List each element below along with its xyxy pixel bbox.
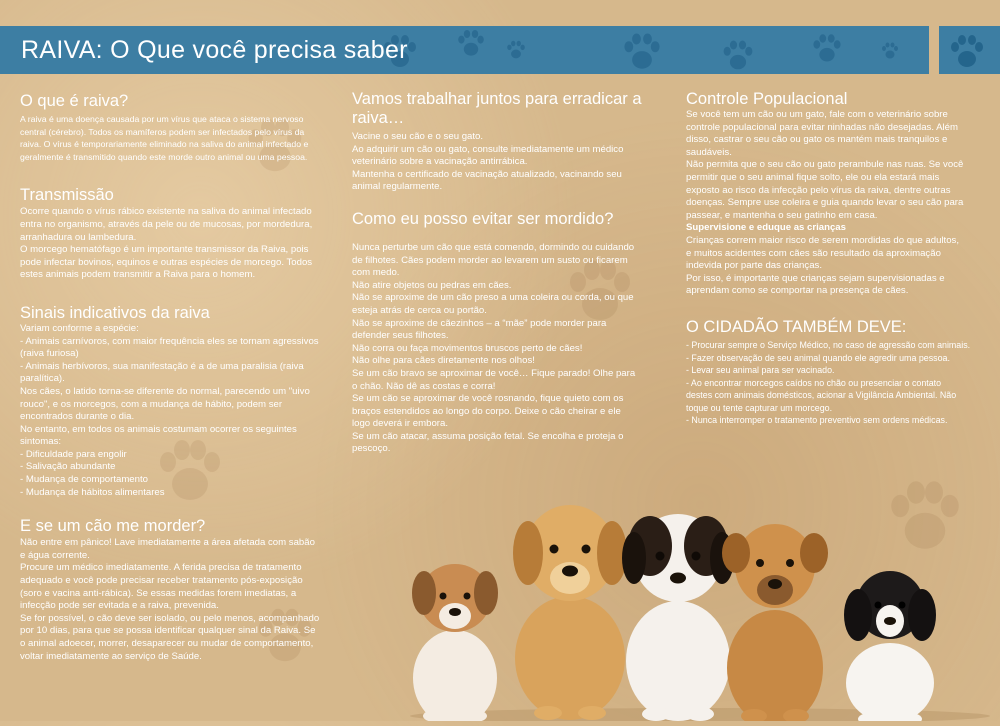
subheading-supervisione: Supervisione e eduque as crianças (686, 222, 846, 234)
section-heading-transmissao: Transmissão (20, 186, 114, 205)
section-body-o-que-e-raiva: A raiva é uma doença causada por um vírus que ataca o sistema nervoso central (cérebro). Todos os mamíferos podem ser infectados pelo vírus da raiva. O vírus é temporariamente eliminado na saliva do animal infectado e geralmente é transmitido quando este morde outro animal ou uma pessoa. (20, 114, 309, 162)
banner-end-block (939, 26, 1000, 74)
column-middle (352, 90, 652, 456)
section-heading-morder: E se um cão me morder? (20, 517, 206, 536)
puppy-5 (844, 571, 936, 721)
section-body-transmissao: Ocorre quando o vírus rábico existente na saliva do animal infectado entra no organismo, através da pele ou de mucosas, por mordedura, arranhadura ou lambedura. O morcego hematófago é um importante transmissor da Raiva, pois pode infectar bovinos, equinos e outras espécies de morcego. Todos estes animais podem transmitir a Raiva para o homem. (20, 206, 313, 281)
puppy-2 (513, 505, 627, 720)
section-body-evitar: Nunca perturbe um cão que está comendo, dormindo ou cuidando de filhotes. Cães podem morder ao levarem um susto ou ficarem com medo. Não atire objetos ou pedras em cães. Não se aproxime de um cão preso a uma coleira ou corda, ou que esteja atrás de cerca ou portão. Não se aproxime de cãezinhos – a “mãe” pode morder para defender seus filhotes. Não corra ou faça movimentos bruscos perto de cães! Não olhe para cães diretamente nos olhos! Se um cão bravo se aproximar de você… Fique parado! Olhe para o chão. Não dê as costas e corra! Se um cão se aproximar de você rosnando, fique quieto com os braços estendidos ao longo do corpo. Deixe o cão cheirar e ele logo deverá ir embora. Se um cão atacar, assuma posição fetal. Se encolha e proteja o pescoço. (352, 241, 636, 455)
puppy-1 (412, 564, 498, 721)
puppies-photo (400, 478, 1000, 721)
section-body-sinais: Variam conforme a espécie: - Animais carnívoros, com maior frequência eles se tornam agressivos (raiva furiosa) - Animais herbívoros, sua manifestação é a de uma paralisia (raiva paralítica). Nos cães, o latido torna-se diferente do normal, parecendo um "uivo rouco", e os morcegos, com a mudança de hábito, podem ser encontrados durante o dia. No entanto, em todos os animais costumam ocorrer os seguintes sintomas: - Dificuldade para engolir - Salivação abundante - Mudança de comportamento - Mudança de hábitos alimentares (20, 322, 319, 498)
section-heading-controle: Controle Populacional (686, 90, 848, 108)
section-heading-trabalhar-line-1: Vamos trabalhar juntos para erradicar a (352, 90, 642, 108)
puppy-3 (622, 514, 734, 721)
puppy-4 (722, 524, 828, 721)
section-heading-trabalhar-line-2: raiva… (352, 109, 405, 127)
section-heading-cidadao: O CIDADÃO TAMBÉM DEVE: (686, 317, 907, 336)
section-body-controle: Se você tem um cão ou um gato, fale com o veterinário sobre controle populacional para evitar ninhadas não desejadas. Além disso, castrar o seu cão ou gato os mantém mais tranquilos e saudáveis. Não permita que o seu cão ou gato perambule nas ruas. Se você permitir que o seu animal fique solto, ele ou ela estará mais exposto ao risco da infecção pelo vírus da raiva, dentre outras doenças. Sempre use coleira e guia quando levar o seu cão para passear, e mantenha o seu gatinho em casa. Supervisione e eduque as crianças Crianças correm maior risco de serem mordidas do que adultos, e muitos acidentes com cães são resultado da aproximação indevida por parte das crianças. Por isso, é importante que crianças sejam supervisionadas e aprendam como se comportar na presença de cães. (686, 109, 986, 298)
column-left (20, 92, 320, 663)
section-body-trabalhar: Vacine o seu cão e o seu gato. Ao adquirir um cão ou gato, consulte imediatamente um médico veterinário sobre a vacinação antirrábica. Mantenha o certificado de vacinação atualizado, vacinando seu animal regularmente. (352, 131, 624, 193)
section-heading-evitar: Como eu posso evitar ser mordido? (352, 209, 614, 228)
section-body-morder: Não entre em pânico! Lave imediatamente a área afetada com sabão e água corrente. Procure um médico imediatamente. A ferida precisa de tratamento adequado e você pode precisar receber tratamento pós-exposição (soro e vacina anti-rábica). Se essas medidas forem imediatas, a infecção pode ser evitada e a raiva, prevenida. Se for possível, o cão deve ser isolado, ou pelo menos, acompanhado por 10 dias, para que se possa identificar qualquer sinal da Raiva. Se o animal adoecer, morrer, desaparecer ou mudar de comportamento, voltar imediatamente ao serviço de Saúde. (20, 537, 320, 662)
section-heading-o-que-e-raiva: O que é raiva? (20, 92, 129, 110)
section-body-cidadao: - Procurar sempre o Serviço Médico, no caso de agressão com animais. - Fazer observação de seu animal quando ele agredir uma pessoa. - Levar seu animal para ser vacinado. - Ao encontrar morcegos caídos no chão ou presenciar o contato destes com animais domésticos, acionar a Vigilância Ambiental. Não toque ou tente capturar um morcego. - Nunca interromper o tratamento preventivo sem ordens médicas. (686, 339, 971, 426)
section-heading-sinais: Sinais indicativos da raiva (20, 303, 210, 322)
page-title: RAIVA: O Que você precisa saber (21, 36, 408, 64)
column-right (686, 90, 986, 427)
